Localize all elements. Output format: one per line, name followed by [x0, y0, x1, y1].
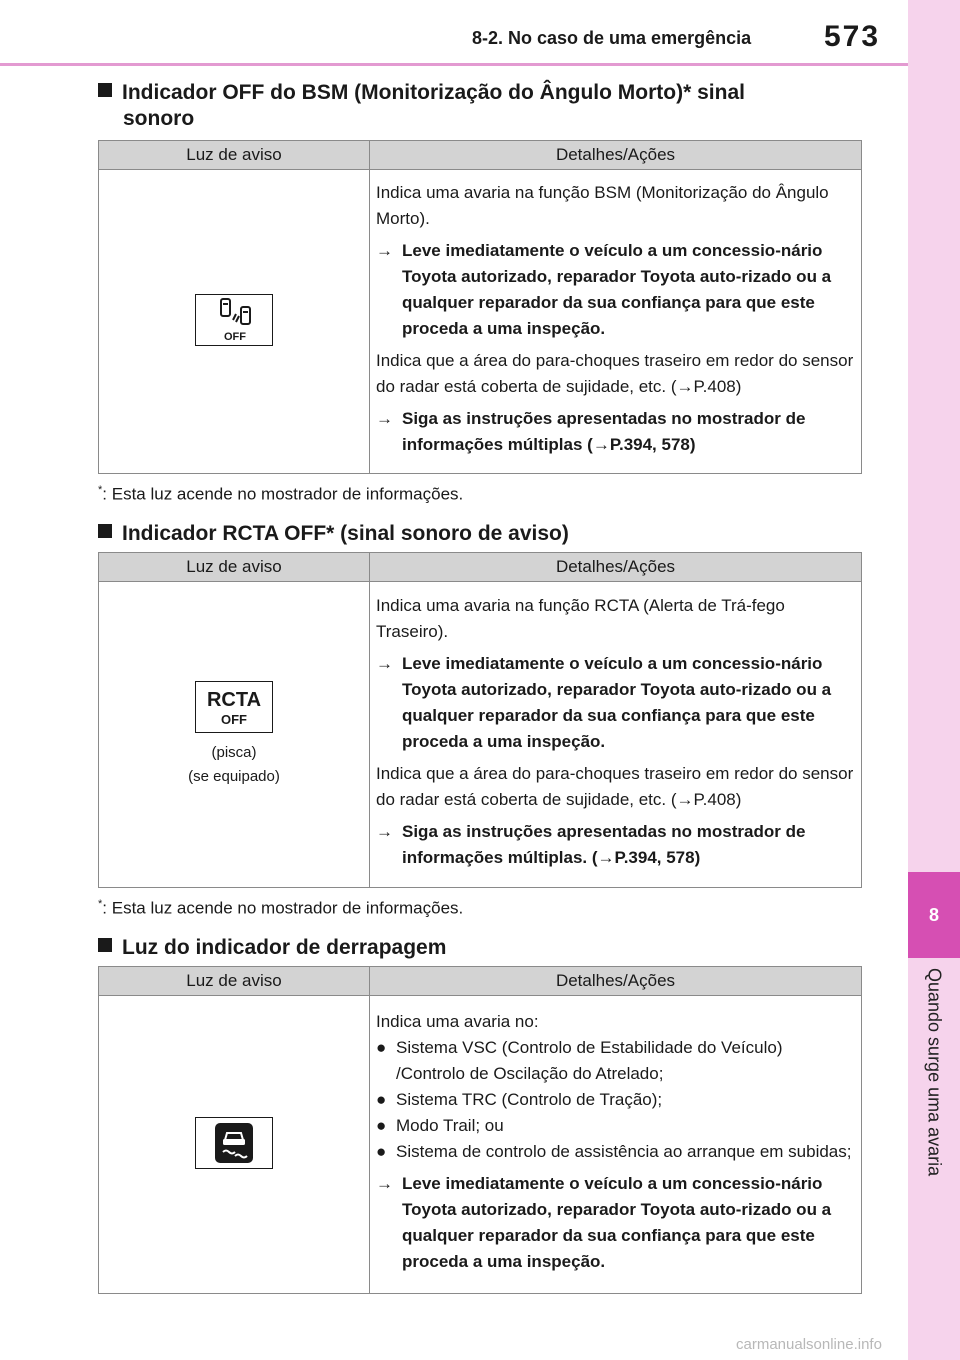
rcta-text-2: Indica que a área do para-choques traseiro em redor do sensor do radar está coberta de sujidade, etc. (→P.408) [376, 763, 854, 809]
list-item [376, 1139, 855, 1165]
slip-action-1-text: Leve imediatamente o veículo a um concessio-nário Toyota autorizado, reparador Toyota auto-rizado ou a qualquer reparador da sua confiança para que este proceda a uma inspeção. [402, 1173, 832, 1271]
rcta-table [98, 552, 862, 888]
header-rule [0, 63, 908, 66]
table-row [99, 582, 862, 888]
list-item [376, 1035, 855, 1087]
table-row [99, 996, 862, 1294]
bsm-off-icon [195, 294, 273, 346]
column-details: Detalhes/Ações [370, 141, 862, 170]
rcta-action-2-text: Siga as instruções apresentadas no mostrador de informações múltiplas. (→P.394, 578) [402, 821, 806, 867]
slip-lamp-cell [99, 996, 370, 1294]
bsm-title-line2: sonoro [123, 107, 195, 130]
bsm-table [98, 140, 862, 474]
rcta-footnote: *: Esta luz acende no mostrador de informações. [98, 898, 464, 918]
bsm-footnote: *: Esta luz acende no mostrador de informações. [98, 484, 464, 504]
slip-bullet-text: Sistema VSC (Controlo de Estabilidade do Veículo) /Controlo de Oscilação do Atrelado; [396, 1037, 783, 1083]
slip-bullet-text: Sistema de controlo de assistência ao arranque em subidas; [396, 1141, 852, 1161]
rcta-off-icon [195, 681, 273, 733]
list-item [376, 1087, 855, 1113]
bsm-footnote-text: : Esta luz acende no mostrador de informações. [102, 484, 464, 504]
rcta-note-equipped: (se equipado) [188, 767, 280, 785]
chapter-number: 8 [908, 872, 960, 958]
square-bullet-icon [98, 83, 112, 97]
arrow-icon: → [376, 408, 393, 428]
table-header-row [99, 553, 862, 582]
column-lamp: Luz de aviso [99, 141, 370, 170]
rcta-footnote-text: : Esta luz acende no mostrador de informações. [102, 898, 464, 918]
arrow-icon: → [376, 653, 393, 673]
slip-indicator-icon [195, 1117, 273, 1169]
rcta-section-title [98, 521, 858, 547]
slip-bullet-text: Modo Trail; ou [396, 1115, 504, 1135]
page-header [0, 0, 906, 64]
slip-bullet-text: Sistema TRC (Controlo de Tração); [396, 1089, 663, 1109]
table-row [99, 170, 862, 474]
chapter-name: Quando surge uma avaria [924, 968, 945, 1177]
watermark: carmanualsonline.info [736, 1336, 882, 1353]
bsm-details-cell [370, 170, 862, 474]
bsm-action-1 [376, 238, 855, 342]
slip-table [98, 966, 862, 1294]
page-number: 573 [824, 20, 881, 53]
bsm-section-title [98, 80, 858, 132]
slip-action-1 [376, 1171, 855, 1275]
column-details: Detalhes/Ações [370, 967, 862, 996]
table-header-row [99, 141, 862, 170]
slip-section-title [98, 935, 858, 961]
rcta-text-1: Indica uma avaria na função RCTA (Alerta de Trá-fego Traseiro). [376, 595, 785, 641]
rcta-note-blink: (pisca) [211, 743, 257, 761]
rcta-icon-text-top: RCTA [206, 688, 262, 711]
slip-text-1: Indica uma avaria no: [376, 1011, 539, 1031]
rcta-action-1 [376, 651, 855, 755]
bsm-text-1: Indica uma avaria na função BSM (Monitorização do Ângulo Morto). [376, 182, 829, 228]
bsm-action-1-text: Leve imediatamente o veículo a um concessio-nário Toyota autorizado, reparador Toyota auto-rizado ou a qualquer reparador da sua confiança para que este proceda a uma inspeção. [402, 240, 832, 338]
slip-details-cell [370, 996, 862, 1294]
rcta-action-1-text: Leve imediatamente o veículo a um concessio-nário Toyota autorizado, reparador Toyota auto-rizado ou a qualquer reparador da sua confiança para que este proceda a uma inspeção. [402, 653, 832, 751]
rcta-lamp-cell [99, 582, 370, 888]
column-details: Detalhes/Ações [370, 553, 862, 582]
bsm-action-2-text: Siga as instruções apresentadas no mostrador de informações múltiplas (→P.394, 578) [402, 408, 806, 454]
section-title: 8-2. No caso de uma emergência [472, 28, 752, 48]
bsm-title-line1: Indicador OFF do BSM (Monitorização do Ângulo Morto)* sinal [122, 81, 745, 104]
bsm-text-2: Indica que a área do para-choques traseiro em redor do sensor do radar está coberta de sujidade, etc. (→P.408) [376, 350, 854, 396]
column-lamp: Luz de aviso [99, 967, 370, 996]
table-header-row [99, 967, 862, 996]
rcta-details-cell [370, 582, 862, 888]
chapter-sidebar [908, 0, 960, 1360]
rcta-icon-text-bottom: OFF [221, 711, 247, 727]
bsm-lamp-cell [99, 170, 370, 474]
column-lamp: Luz de aviso [99, 553, 370, 582]
bullet-icon: ● [376, 1037, 387, 1057]
arrow-icon: → [376, 821, 393, 841]
bsm-action-2 [376, 406, 855, 458]
square-bullet-icon [98, 524, 112, 538]
rcta-action-2 [376, 819, 855, 871]
list-item [376, 1113, 855, 1139]
bullet-icon: ● [376, 1089, 387, 1109]
bullet-icon: ● [376, 1141, 387, 1161]
bsm-icon-text: OFF [224, 330, 246, 343]
bullet-icon: ● [376, 1115, 387, 1135]
arrow-icon: → [376, 1173, 393, 1193]
rcta-title: Indicador RCTA OFF* (sinal sonoro de aviso) [122, 522, 569, 545]
square-bullet-icon [98, 938, 112, 952]
slip-title: Luz do indicador de derrapagem [122, 936, 447, 959]
arrow-icon: → [376, 240, 393, 260]
